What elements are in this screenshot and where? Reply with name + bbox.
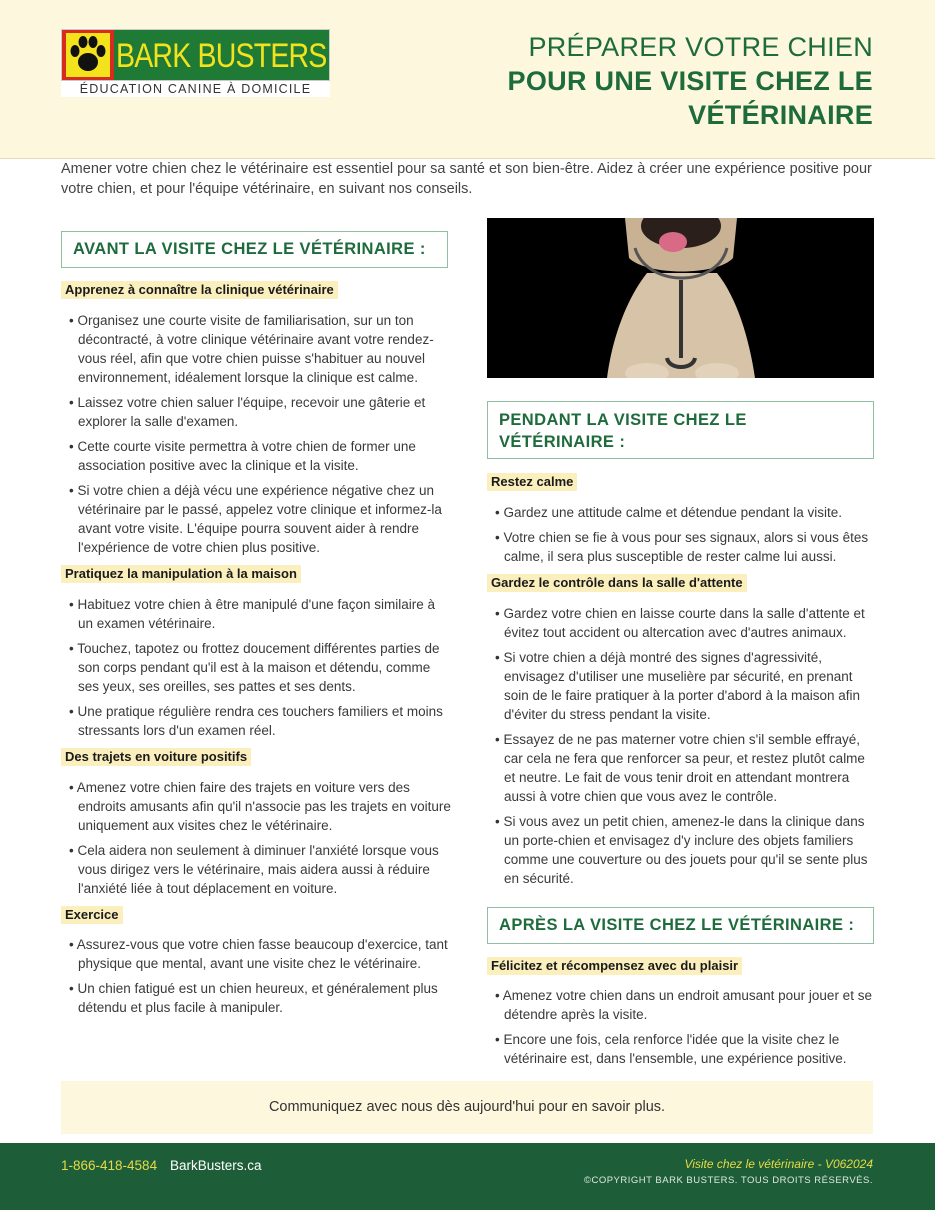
list-item: • Laissez votre chien saluer l'équipe, recevoir une gâterie et explorer la salle d'examen. (61, 393, 453, 431)
subheading-clinic: Apprenez à connaître la clinique vétérinaire (61, 281, 338, 299)
list-item: • Organisez une courte visite de familiarisation, sur un ton décontracté, à votre clinique vétérinaire avant votre rendez-vous réel, afin que votre chien puisse s'habituer au nouvel environnement, idéalement lorsque la clinique est calme. (61, 311, 453, 387)
list-item: • Cela aidera non seulement à diminuer l'anxiété lorsque vous vous dirigez vers le vétérinaire, mais aidera aussi à réduire l'anxiété liée à tout déplacement en voiture. (61, 841, 453, 898)
document-id: Visite chez le vétérinaire - V062024 (684, 1157, 873, 1171)
title-line-3: VÉTÉRINAIRE (688, 100, 873, 130)
copyright-notice: ©COPYRIGHT BARK BUSTERS. TOUS DROITS RÉSERVÉS. (583, 1175, 873, 1186)
website-link[interactable]: BarkBusters.ca (170, 1158, 262, 1173)
list-item: • Si votre chien a déjà vécu une expérience négative chez un vétérinaire par le passé, appelez votre clinique et informez-la avant votre visite. L'équipe pourra souvent aider à rendre l'expérience de votre chien plus positive. (61, 481, 453, 557)
list-item: • Amenez votre chien dans un endroit amusant pour jouer et se détendre après la visite. (487, 986, 879, 1024)
subheading-handling: Pratiquez la manipulation à la maison (61, 565, 301, 583)
subheading-reward: Félicitez et récompensez avec du plaisir (487, 957, 742, 975)
bullet-list-exercise (61, 935, 453, 1023)
title-line-1: PRÉPARER VOTRE CHIEN (528, 32, 873, 62)
logo-brand-text: BARK BUSTERS (116, 37, 327, 75)
bark-busters-logo[interactable] (61, 29, 330, 97)
list-item: • Votre chien se fie à vous pour ses signaux, alors si vous êtes calme, il sera plus susceptible de rester calme lui aussi. (487, 528, 879, 566)
list-item: • Si vous avez un petit chien, amenez-le dans la clinique dans un porte-chien et envisagez d'y inclure des objets familiers comme une couverture ou des jouets pour qu'il se sente plus en sécurité. (487, 812, 879, 888)
list-item: • Une pratique régulière rendra ces touchers familiers et moins stressants lors d'un examen réel. (61, 702, 453, 740)
page-footer (0, 1143, 935, 1210)
list-item: • Assurez-vous que votre chien fasse beaucoup d'exercice, tant physique que mental, avant une visite chez le vétérinaire. (61, 935, 453, 973)
subheading-waiting-room: Gardez le contrôle dans la salle d'attente (487, 574, 747, 592)
page-title (443, 30, 873, 132)
page-header (0, 0, 935, 159)
intro-paragraph: Amener votre chien chez le vétérinaire est essentiel pour sa santé et son bien-être. Aidez à créer une expérience positive pour votre chien, et pour l'équipe vétérinaire, en suivant nos conseils. (61, 161, 872, 197)
bullet-list-waiting-room (487, 604, 879, 894)
section-heading-during: PENDANT LA VISITE CHEZ LE VÉTÉRINAIRE : (487, 401, 874, 459)
phone-number-link[interactable]: 1-866-418-4584 (61, 1158, 158, 1173)
list-item: • Cette courte visite permettra à votre chien de former une association positive avec la clinique et la visite. (61, 437, 453, 475)
subheading-exercise: Exercice (61, 906, 123, 924)
paw-icon (62, 30, 114, 80)
bullet-list-reward (487, 986, 879, 1074)
bullet-list-handling (61, 595, 453, 746)
list-item: • Si votre chien a déjà montré des signes d'agressivité, envisagez d'utiliser une muselière par sécurité, en prenant soin de le faire pratiquer à la porter d'abord à la maison afin d'éviter du stress pendant la visite. (487, 648, 879, 724)
section-heading-before: AVANT LA VISITE CHEZ LE VÉTÉRINAIRE : (61, 231, 448, 268)
logo-tagline: ÉDUCATION CANINE À DOMICILE (61, 81, 330, 97)
bullet-list-clinic (61, 311, 453, 563)
logo-banner (61, 29, 330, 81)
section-heading-after: APRÈS LA VISITE CHEZ LE VÉTÉRINAIRE : (487, 907, 874, 944)
list-item: • Gardez une attitude calme et détendue pendant la visite. (487, 503, 879, 522)
dog-stethoscope-photo (487, 218, 874, 378)
list-item: • Touchez, tapotez ou frottez doucement différentes parties de son corps pendant qu'il est à la maison et détendu, comme ses yeux, ses oreilles, ses pattes et ses dents. (61, 639, 453, 696)
contact-cta-banner: Communiquez avec nous dès aujourd'hui pour en savoir plus. (61, 1081, 873, 1134)
bullet-list-stay-calm (487, 503, 879, 572)
bullet-list-car-rides (61, 778, 453, 904)
list-item: • Essayez de ne pas materner votre chien s'il semble effrayé, car cela ne fera que renforcer sa peur, et restez plutôt calme et neutre. Le fait de vous tenir droit en attendant montrera aussi à votre chien que vous avez le contrôle. (487, 730, 879, 806)
list-item: • Amenez votre chien faire des trajets en voiture vers des endroits amusants afin qu'il n'associe pas les trajets en voiture uniquement aux visites chez le vétérinaire. (61, 778, 453, 835)
list-item: • Gardez votre chien en laisse courte dans la salle d'attente et évitez tout accident ou altercation avec d'autres animaux. (487, 604, 879, 642)
list-item: • Habituez votre chien à être manipulé d'une façon similaire à un examen vétérinaire. (61, 595, 453, 633)
title-line-2: POUR UNE VISITE CHEZ LE (507, 66, 873, 96)
subheading-stay-calm: Restez calme (487, 473, 577, 491)
list-item: • Encore une fois, cela renforce l'idée que la visite chez le vétérinaire est, dans l'ensemble, une expérience positive. (487, 1030, 879, 1068)
subheading-car-rides: Des trajets en voiture positifs (61, 748, 251, 766)
list-item: • Un chien fatigué est un chien heureux, et généralement plus détendu et plus facile à manipuler. (61, 979, 453, 1017)
